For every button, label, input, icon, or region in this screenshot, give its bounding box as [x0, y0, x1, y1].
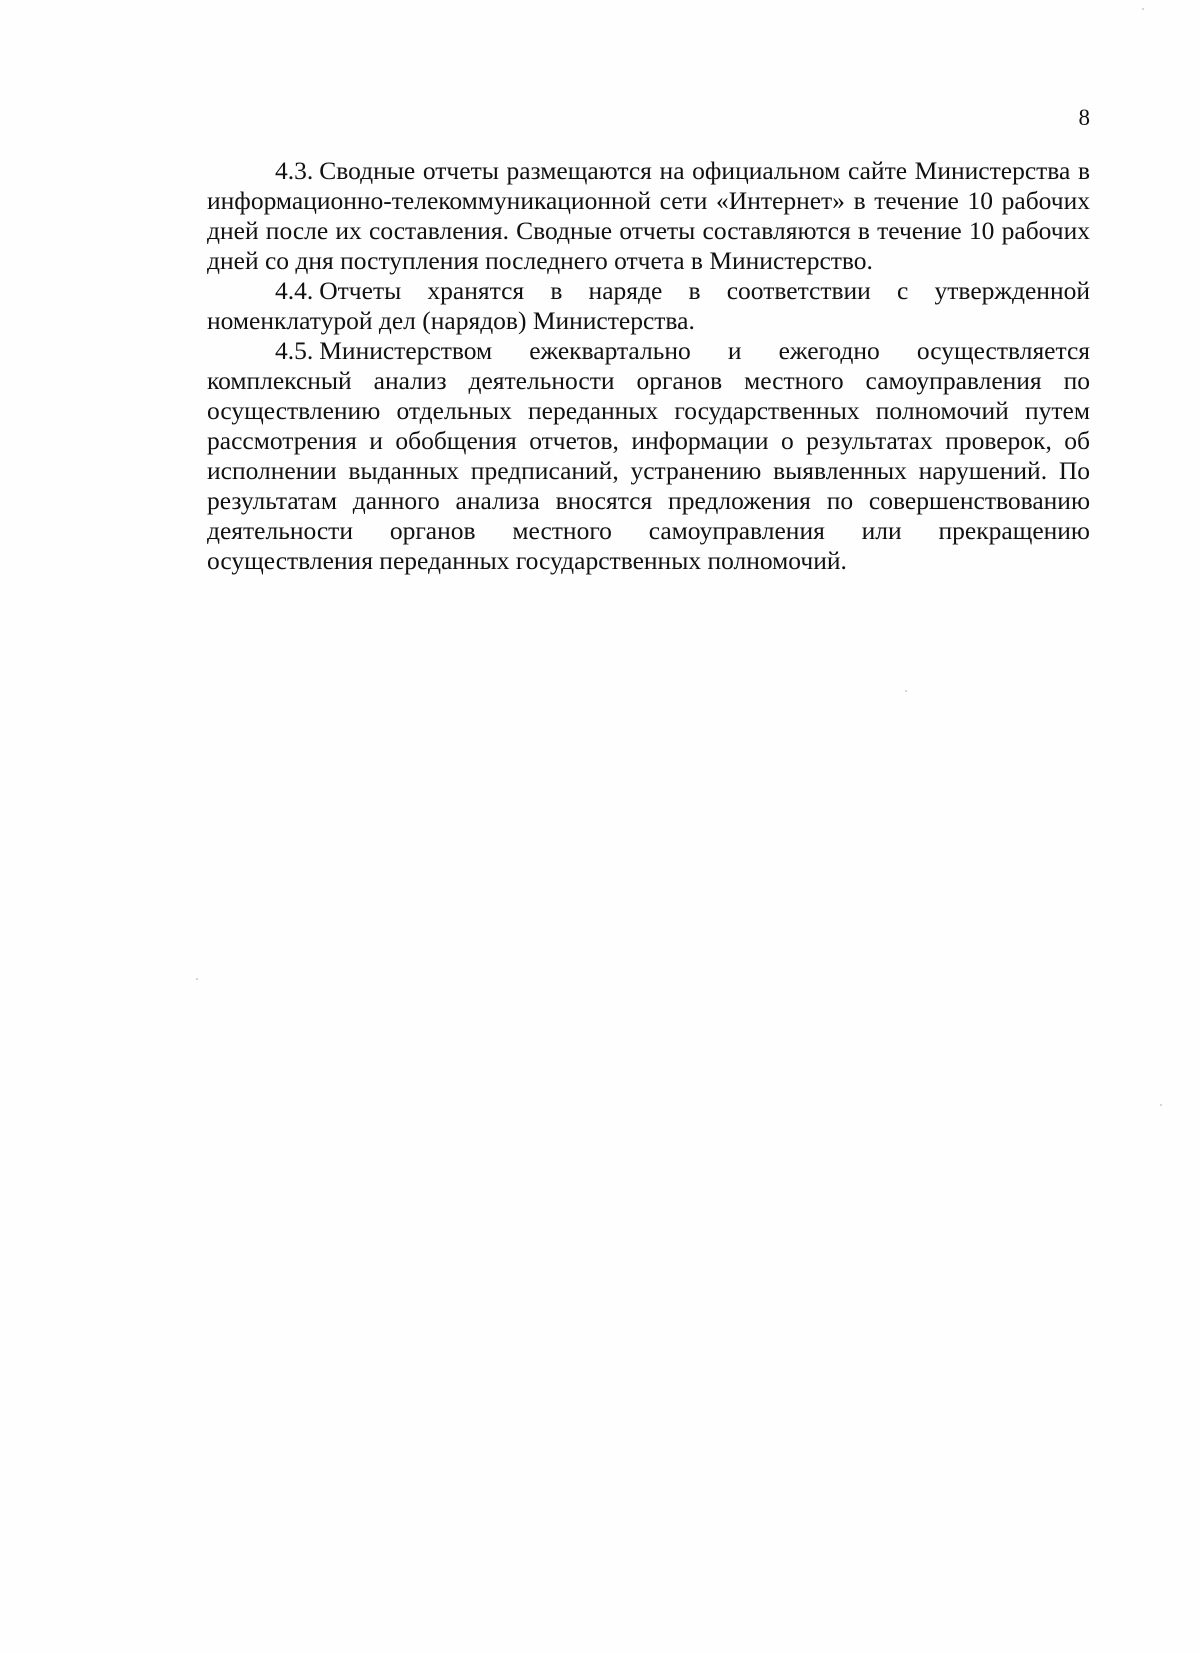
paragraph-text: Отчеты хранятся в наряде в соответствии с утвержденной номенклатурой дел (нарядов) Министерства. [207, 276, 1090, 335]
paragraph-number: 4.5. [275, 336, 314, 365]
paragraph-4-3 [207, 156, 1090, 276]
paragraph-number: 4.4. [275, 276, 314, 305]
document-body [207, 156, 1090, 576]
page-number: 8 [1078, 105, 1090, 130]
paragraph-4-4 [207, 276, 1090, 336]
paragraph-4-5 [207, 336, 1090, 576]
paragraph-number: 4.3. [275, 156, 314, 185]
paragraph-text: Министерством ежеквартально и ежегодно осуществляется комплексный анализ деятельности органов местного самоуправления по осуществлению отдельных переданных государственных полномочий путем рассмотрения и обобщения отчетов, информации о результатах проверок, об исполнении выданных предписаний, устранению выявленных нарушений. По результатам данного анализа вносятся предложения по совершенствованию деятельности органов местного самоуправления или прекращению осуществления переданных государственных полномочий. [207, 336, 1090, 575]
scan-speck [1160, 1104, 1162, 1106]
paragraph-text: Сводные отчеты размещаются на официальном сайте Министерства в информационно-телекоммуникационной сети «Интернет» в течение 10 рабочих дней после их составления. Сводные отчеты составляются в течение 10 рабочих дней со дня поступления последнего отчета в Министерство. [207, 156, 1090, 275]
scan-speck [905, 690, 907, 692]
scan-speck [1142, 8, 1144, 10]
scan-speck [196, 978, 198, 980]
